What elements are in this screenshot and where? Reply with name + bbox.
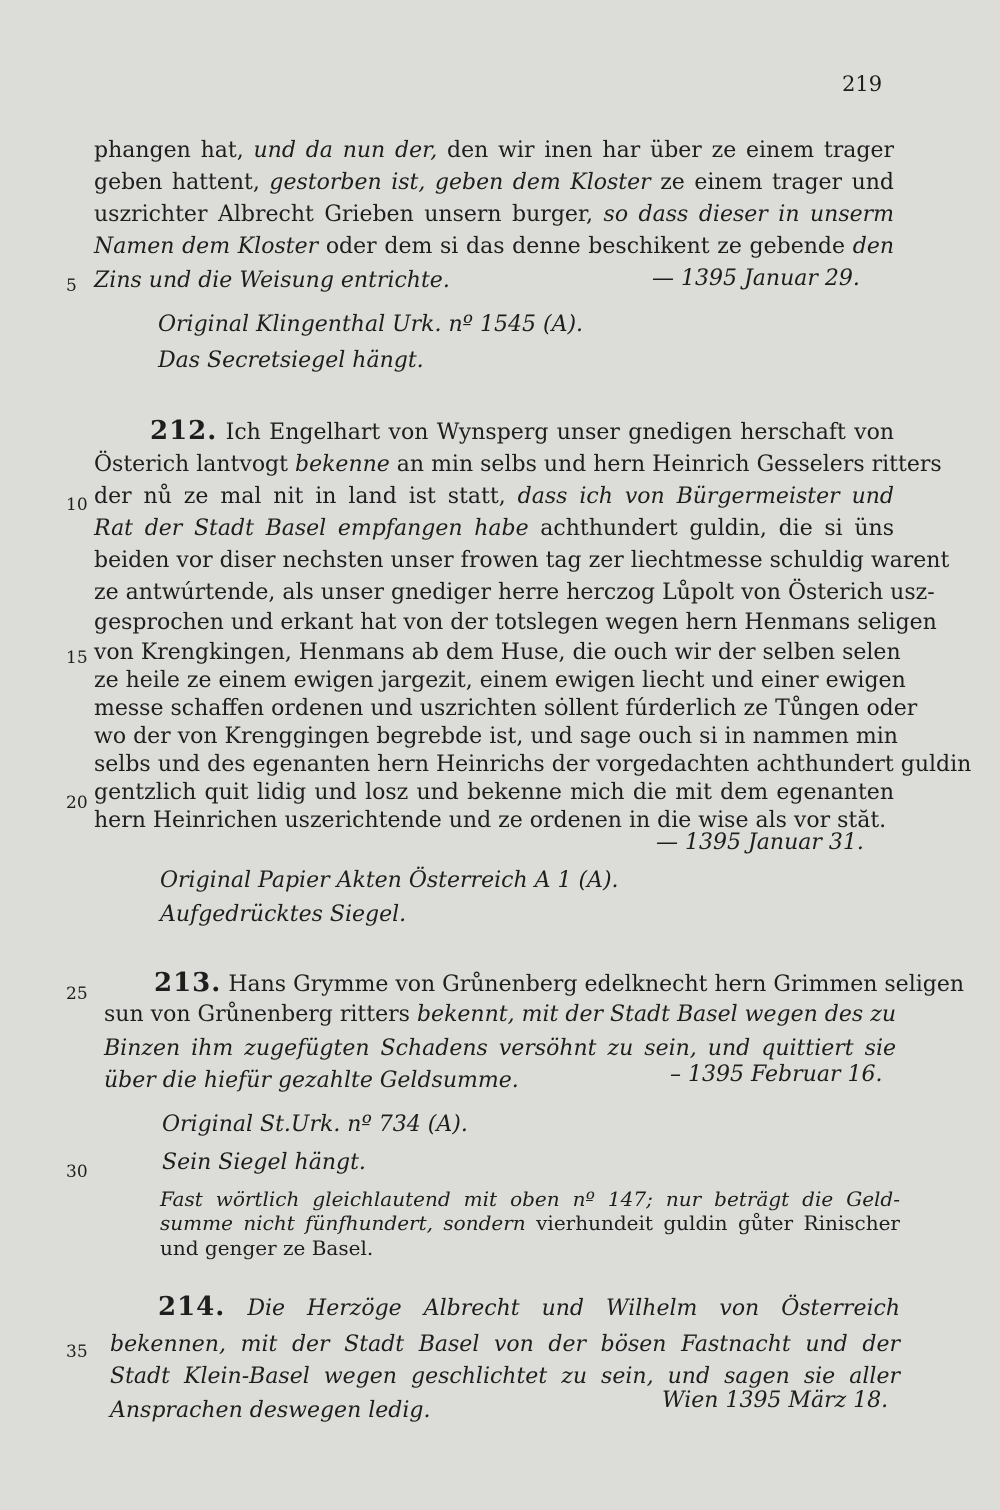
comment-line: summe nicht fünfhundert, sondern vierhundeit guldin gůter Rinischer: [160, 1211, 900, 1235]
entry-heading-line: 212. Ich Engelhart von Wynsperg unser gnedigen herschaft von: [150, 416, 894, 446]
date-line: – 1395 Februar 16.: [670, 1062, 883, 1087]
source-note: Original Klingenthal Urk. nº 1545 (A).: [158, 312, 584, 337]
entry-number: 214.: [158, 1292, 226, 1322]
seal-note: Aufgedrücktes Siegel.: [160, 902, 407, 927]
text-line: Österich lantvogt bekenne an min selbs und hern Heinrich Gesselers ritters: [94, 452, 942, 477]
line-number: 5: [66, 276, 77, 296]
text-line: uszrichter Albrecht Grieben unsern burger, so dass dieser in unserm: [94, 202, 895, 227]
line-number: 35: [66, 1342, 88, 1362]
entry-heading-line: 213. Hans Grymme von Grůnenberg edelknecht hern Grimmen seligen: [154, 968, 965, 998]
page-number: 219: [842, 72, 883, 96]
text-line: geben hattent, gestorben ist, geben dem Kloster ze einem trager und: [94, 170, 895, 195]
line-number: 25: [66, 984, 88, 1004]
line-number: 10: [66, 495, 88, 515]
text-line: Rat der Stadt Basel empfangen habe achthundert guldin, die si üns: [94, 516, 894, 541]
comment-line: Fast wörtlich gleichlautend mit oben nº 147; nur beträgt die Geld-: [160, 1187, 900, 1211]
text-line: Stadt Klein-Basel wegen geschlichtet zu sein, und sagen sie aller: [110, 1364, 900, 1389]
date-line: — 1395 Januar 31.: [656, 830, 864, 855]
line-number: 15: [66, 648, 88, 668]
source-note: Original St.Urk. nº 734 (A).: [162, 1112, 468, 1137]
text-line: gesprochen und erkant hat von der totslegen wegen hern Henmans seligen: [94, 610, 937, 635]
text-line: über die hiefür gezahlte Geldsumme.: [104, 1068, 519, 1093]
text-line: ze heile ze einem ewigen jargezit, einem ewigen liecht und einer ewigen: [94, 668, 906, 693]
text-line: messe schaffen ordenen und uszrichten sȯllent fúrderlich ze Tůngen oder: [94, 696, 918, 721]
seal-note: Sein Siegel hängt.: [162, 1150, 366, 1175]
text-line: Zins und die Weisung entrichte.: [94, 268, 450, 293]
date-line: Wien 1395 März 18.: [662, 1388, 889, 1413]
text-line: Namen dem Kloster oder dem si das denne beschikent ze gebende den: [94, 234, 895, 259]
entry-heading-line: 214. Die Herzöge Albrecht und Wilhelm von Österreich: [158, 1292, 900, 1322]
text-line: gentzlich quit lidig und losz und bekenne mich die mit dem egenanten: [94, 780, 894, 805]
text-line: der nů ze mal nit in land ist statt, dass ich von Bürgermeister und: [94, 484, 894, 509]
text-line: beiden vor diser nechsten unser frowen tag zer liechtmesse schuldig warent: [94, 548, 950, 573]
source-note: Original Papier Akten Österreich A 1 (A).: [160, 868, 619, 893]
text-line: selbs und des egenanten hern Heinrichs der vorgedachten achthundert guldin: [94, 752, 972, 777]
date-line: — 1395 Januar 29.: [652, 266, 860, 291]
text-line: wo der von Krenggingen begrebde ist, und sage ouch si in nammen min: [94, 724, 898, 749]
text-line: von Krengkingen, Henmans ab dem Huse, die ouch wir der selben selen: [94, 640, 901, 665]
text-line: Ansprachen deswegen ledig.: [110, 1398, 431, 1423]
seal-note: Das Secretsiegel hängt.: [158, 348, 424, 373]
line-number: 20: [66, 793, 88, 813]
text-line: sun von Grůnenberg ritters bekennt, mit der Stadt Basel wegen des zu: [104, 1002, 896, 1027]
text-line: Binzen ihm zugefügten Schadens versöhnt zu sein, und quittiert sie: [104, 1036, 896, 1061]
line-number: 30: [66, 1162, 88, 1182]
entry-number: 212.: [150, 416, 218, 446]
text-line: bekennen, mit der Stadt Basel von der bösen Fastnacht und der: [110, 1332, 900, 1357]
text-line: phangen hat, und da nun der, den wir inen har über ze einem trager: [94, 138, 894, 163]
comment-line: und genger ze Basel.: [160, 1236, 374, 1260]
text-line: hern Heinrichen uszerichtende und ze ordenen in die wise als vor stăt.: [94, 808, 887, 833]
entry-number: 213.: [154, 968, 222, 998]
text-line: ze antwúrtende, als unser gnediger herre herczog Lůpolt von Österich usz-: [94, 580, 935, 605]
